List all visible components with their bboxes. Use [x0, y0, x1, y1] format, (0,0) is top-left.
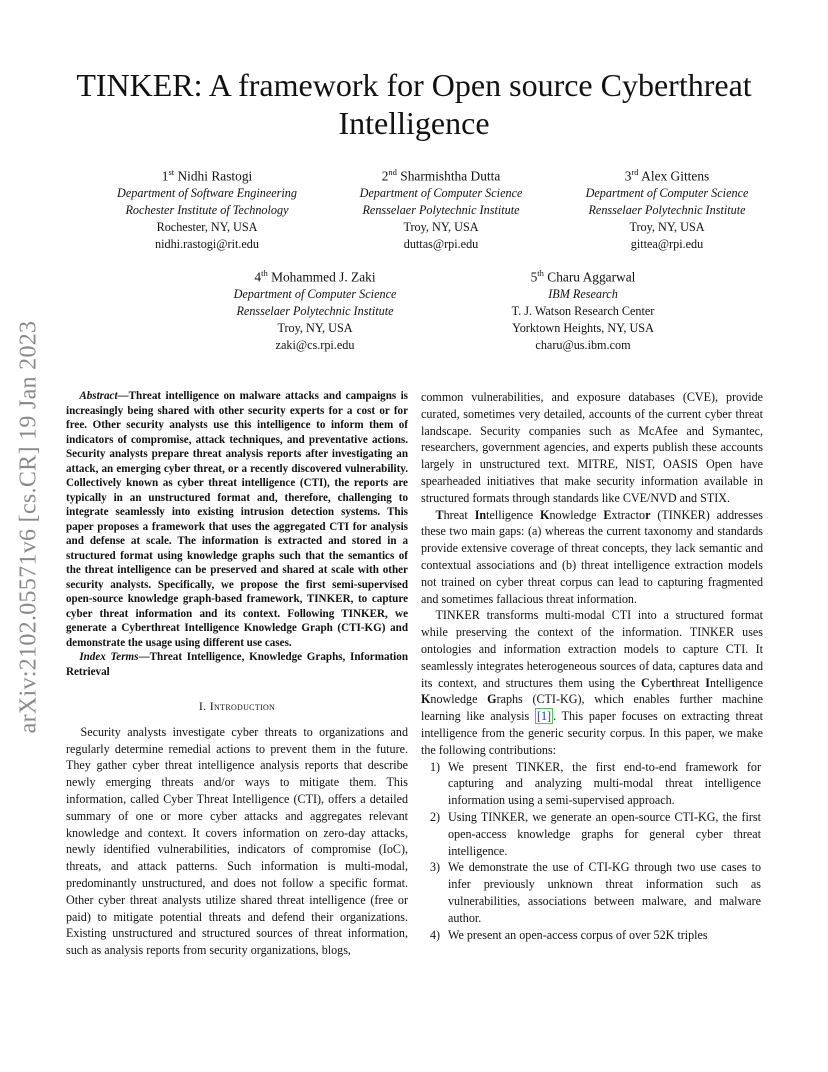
arxiv-stamp: [14, 292, 44, 762]
paragraph: Threat Intelligence Knowledge Extractor (TINKER) addresses these two main gaps: (a) whereas the current taxonomy and standards provide extensive coverage of threat concepts, they lack semantic and contextual associations and (b) threat intelligence extraction models not trained on cyber threat corpus can lead to capturing fragmented and sometimes fallacious threat information.: [421, 507, 763, 606]
author-department: Department of Software Engineering: [117, 186, 297, 201]
author-block-1: 1st Nidhi Rastogi Department of Software Engineering Rochester Institute of Technology Rochester, NY, USA nidhi.rastogi@rit.edu: [96, 164, 318, 252]
author-email: gittea@rpi.edu: [630, 236, 704, 251]
author-location: Yorktown Heights, NY, USA: [512, 320, 654, 335]
author-institution: Rochester Institute of Technology: [125, 203, 289, 218]
list-item: 1) We present TINKER, the first end-to-end framework for capturing and analyzing multi-modal threat intelligence information using a semi-supervised approach.: [430, 759, 761, 808]
author-block-2: 2nd Sharmishtha Dutta Department of Computer Science Rensselaer Polytechnic Institute Troy, NY, USA duttas@rpi.edu: [330, 164, 552, 252]
author-block-5: 5th Charu Aggarwal IBM Research T. J. Watson Research Center Yorktown Heights, NY, USA charu@us.ibm.com: [472, 265, 694, 353]
arxiv-identifier: arXiv:2102.05571v6 [cs.CR] 19 Jan 2023: [15, 320, 42, 734]
author-department: Department of Computer Science: [359, 186, 523, 201]
contributions-list: [421, 759, 763, 944]
author-name: Nidhi Rastogi: [177, 168, 253, 184]
list-item: 3) We demonstrate the use of CTI-KG through two use cases to infer previously unknown threat information such as vulnerabilities, associations between malware, and malware author.: [430, 860, 761, 925]
left-column: [66, 389, 408, 959]
paragraph: TINKER transforms multi-modal CTI into a structured format while preserving the context of the information. TINKER uses ontologies and information extraction models to capture CTI. It seamlessly integrates heterogeneous sources of data, captures data and its context, and structures them using the Cyberthreat Intelligence Knowledge Graphs (CTI-KG), which enables further machine learning like analysis [1] . This paper focuses on extracting threat intelligence from the generic security corpus. In this paper, we make the following contributions:: [421, 608, 763, 757]
author-email: zaki@cs.rpi.edu: [275, 337, 355, 352]
author-email: charu@us.ibm.com: [535, 337, 631, 352]
list-item: 2) Using TINKER, we generate an open-source CTI-KG, the first open-access knowledge graphs for general cyber threat intelligence.: [430, 809, 761, 858]
abstract-text: —Threat intelligence on malware attacks and campaigns is increasingly being shared with other security experts for a cost or for free. Other security analysts use this intelligence to inform them of indicators of compromise, attack techniques, and preventative actions. Security analysts prepare threat analysis reports after investigating an attack, an emerging cyber threat, or a recently discovered vulnerability. Collectively known as cyber threat intelligence (CTI), the reports are typically in an unstructured format and, therefore, challenging to integrate seamlessly into existing intrusion detection systems. This paper proposes a framework that uses the aggregated CTI for analysis and defense at scale. The information is extracted and stored in a structured format using knowledge graphs such that the semantics of the threat intelligence can be preserved and shared at scale with other security analysts. Specifically, we propose the first semi-supervised open-source knowledge graph-based framework, TINKER, to capture cyber threat information and its context. Following TINKER, we generate a Cyberthreat Intelligence Knowledge Graph (CTI-KG) and demonstrate the usage using different use cases.: [66, 390, 408, 649]
author-institution: T. J. Watson Research Center: [511, 304, 655, 319]
author-email: nidhi.rastogi@rit.edu: [155, 236, 259, 251]
author-institution: Rensselaer Polytechnic Institute: [236, 304, 394, 319]
author-department: Department of Computer Science: [585, 186, 749, 201]
author-department: IBM Research: [548, 287, 618, 302]
author-location: Troy, NY, USA: [403, 219, 479, 234]
author-department: Department of Computer Science: [233, 287, 397, 302]
paper-title: TINKER: A framework for Open source Cyberthreat Intelligence: [76, 67, 752, 141]
index-terms-label: Index Terms: [79, 651, 139, 663]
right-column: [421, 389, 763, 943]
abstract-label: Abstract: [79, 390, 118, 402]
author-email: duttas@rpi.edu: [403, 236, 479, 251]
author-block-3: 3rd Alex Gittens Department of Computer Science Rensselaer Polytechnic Institute Troy, NY, USA gittea@rpi.edu: [556, 164, 778, 252]
section-heading-introduction: I. Introduction: [198, 699, 276, 713]
paragraph: common vulnerabilities, and exposure databases (CVE), provide curated, sometimes very detailed, accounts of the current cyber threat landscape. Security companies such as McAfee and Symantec, researchers, government agencies, and experts publish these accounts largely in unstructured text. MITRE, NIST, OASIS Open have spearheaded initiatives that make security information available in structured formats through standards like CVE/NVD and STIX.: [421, 390, 763, 505]
abstract: [66, 389, 408, 650]
author-institution: Rensselaer Polytechnic Institute: [588, 203, 746, 218]
citation-link[interactable]: [1]: [536, 709, 552, 724]
list-item: 4) We present an open-access corpus of over 52K triples: [430, 927, 708, 942]
author-location: Troy, NY, USA: [629, 219, 705, 234]
paragraph: Security analysts investigate cyber threats to organizations and regularly determine remedial actions to prevent them in the future. They gather cyber threat intelligence analysis reports that describe newly emerging threats and/or ways to mitigate them. This information, called Cyber Threat Intelligence (CTI), offers a detailed summary of one or more cyber attacks and aggregates relevant knowledge and context. It covers information on zero-day attacks, newly identified vulnerabilities, indicators of compromise (IoC), threats, and attack patterns. Such information is multi-modal, predominantly unstructured, and does not follow a specific format. Other cyber threat analysts utilize shared threat intelligence (free or paid) to mitigate potential threats and defend their organizations. Existing unstructured and structured sources of threat information, such as analysis reports from security organizations, blogs,: [66, 724, 408, 958]
author-name: Charu Aggarwal: [547, 269, 636, 285]
author-location: Rochester, NY, USA: [156, 219, 258, 234]
author-institution: Rensselaer Polytechnic Institute: [362, 203, 520, 218]
index-terms-text: —Threat Intelligence, Knowledge Graphs, Information Retrieval: [66, 651, 408, 678]
author-location: Troy, NY, USA: [277, 320, 353, 335]
author-block-4: 4th Mohammed J. Zaki Department of Computer Science Rensselaer Polytechnic Institute Troy, NY, USA zaki@cs.rpi.edu: [204, 265, 426, 353]
author-name: Mohammed J. Zaki: [271, 269, 376, 285]
author-name: Sharmishtha Dutta: [400, 168, 501, 184]
author-name: Alex Gittens: [641, 168, 710, 184]
index-terms: [66, 650, 408, 679]
